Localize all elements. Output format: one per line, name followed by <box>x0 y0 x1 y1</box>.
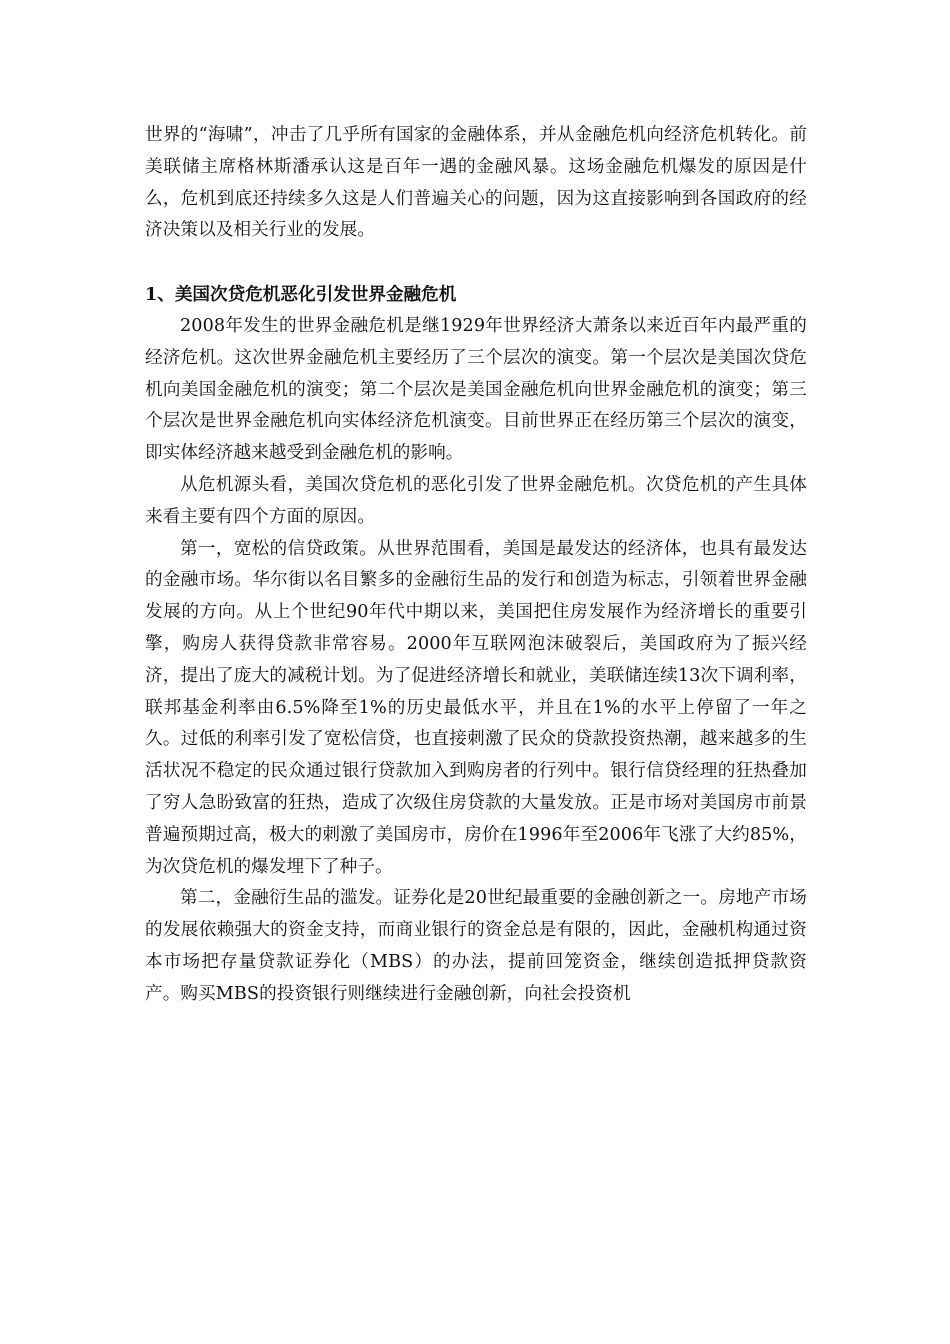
section-heading: 1、美国次贷危机恶化引发世界金融危机 <box>145 284 457 306</box>
intro-paragraph: 世界的“海啸”，冲击了几乎所有国家的金融体系，并从金融危机向经济危机转化。前美联储主席格林斯潘承认这是百年一遇的金融风暴。这场金融危机爆发的原因是什么，危机到底还持续多久这是人们普遍关心的问题，因为这直接影响到各国政府的经济决策以及相关行业的发展。 <box>145 125 807 241</box>
body-paragraph: 从危机源头看，美国次贷危机的恶化引发了世界金融危机。次贷危机的产生具体来看主要有四个方面的原因。 <box>145 474 807 527</box>
body-paragraph: 第二，金融衍生品的滥发。证券化是20世纪最重要的金融创新之一。房地产市场的发展依赖强大的资金支持，而商业银行的资金总是有限的，因此，金融机构通过资本市场把存量贷款证券化（MBS）的办法，提前回笼资金，继续创造抵押贷款资产。购买MBS的投资银行则继续进行金融创新，向社会投资机 <box>145 888 807 1004</box>
body-paragraph: 2008年发生的世界金融危机是继1929年世界经济大萧条以来近百年内最严重的经济危机。这次世界金融危机主要经历了三个层次的演变。第一个层次是美国次贷危机向美国金融危机的演变；第二个层次是美国金融危机向世界金融危机的演变；第三个层次是世界金融危机向实体经济危机演变。目前世界正在经历第三个层次的演变，即实体经济越来越受到金融危机的影响。 <box>145 315 807 464</box>
body-paragraph: 第一，宽松的信贷政策。从世界范围看，美国是最发达的经济体，也具有最发达的金融市场。华尔街以名目繁多的金融衍生品的发行和创造为标志，引领着世界金融发展的方向。从上个世纪90年代中期以来，美国把住房发展作为经济增长的重要引擎，购房人获得贷款非常容易。2000年互联网泡沫破裂后，美国政府为了振兴经济，提出了庞大的减税计划。为了促进经济增长和就业，美联储连续13次下调利率，联邦基金利率由6.5%降至1%的历史最低水平，并且在1%的水平上停留了一年之久。过低的利率引发了宽松信贷，也直接刺激了民众的贷款投资热潮，越来越多的生活状况不稳定的民众通过银行贷款加入到购房者的行列中。银行信贷经理的狂热叠加了穷人急盼致富的狂热，造成了次级住房贷款的大量发放。正是市场对美国房市前景普遍预期过高，极大的刺激了美国房市，房价在1996年至2006年飞涨了大约85%，为次贷危机的爆发埋下了种子。 <box>145 538 807 877</box>
document-body <box>145 120 807 1011</box>
